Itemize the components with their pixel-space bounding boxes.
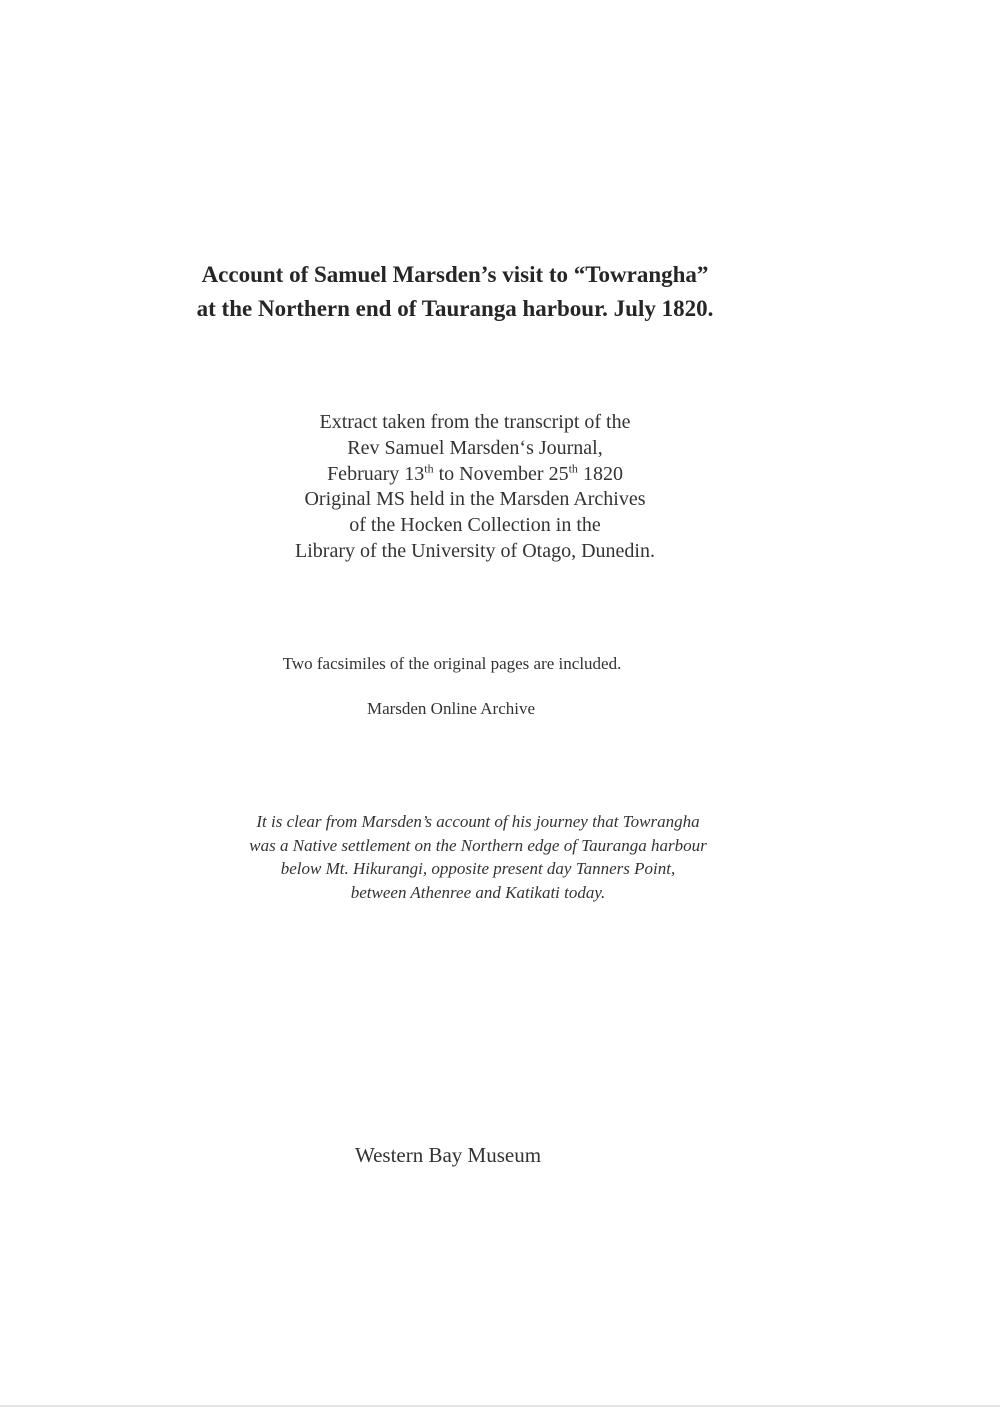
document-title xyxy=(0,258,910,326)
extract-line-4: Original MS held in the Marsden Archives xyxy=(304,488,646,511)
extract-date-year: 1820 xyxy=(577,462,623,485)
extract-line-6: Library of the University of Otago, Dunedin. xyxy=(295,539,655,562)
extract-date-mid: to November 25 xyxy=(433,462,569,485)
extract-line-2: Rev Samuel Marsden‘s Journal, xyxy=(347,436,603,459)
note-line-2: was a Native settlement on the Northern edge of Tauranga harbour xyxy=(249,835,707,855)
editorial-note xyxy=(0,810,956,904)
extract-line-3 xyxy=(0,462,950,488)
scan-edge-line xyxy=(0,1405,1000,1407)
extract-date-start: February 13 xyxy=(327,462,425,485)
note-line-1: It is clear from Marsden’s account of his journey that Towrangha xyxy=(256,812,700,831)
extract-line-5: of the Hocken Collection in the xyxy=(349,514,601,537)
publisher-name: Western Bay Museum xyxy=(354,1143,542,1167)
extract-date-start-suffix: th xyxy=(424,460,434,475)
archive-name: Marsden Online Archive xyxy=(366,699,536,718)
extract-date-end-suffix: th xyxy=(568,460,578,475)
note-line-3: below Mt. Hikurangi, opposite present day Tanners Point, xyxy=(280,859,676,878)
extract-line-1: Extract taken from the transcript of the xyxy=(319,411,631,433)
source-description xyxy=(0,410,950,565)
facsimiles-note: Two facsimiles of the original pages are included. xyxy=(282,654,622,673)
note-line-4: between Athenree and Katikati today. xyxy=(350,882,606,902)
title-line-2: at the Northern end of Tauranga harbour. July 1820. xyxy=(196,296,714,321)
title-line-1: Account of Samuel Marsden’s visit to “Towrangha” xyxy=(201,262,709,287)
